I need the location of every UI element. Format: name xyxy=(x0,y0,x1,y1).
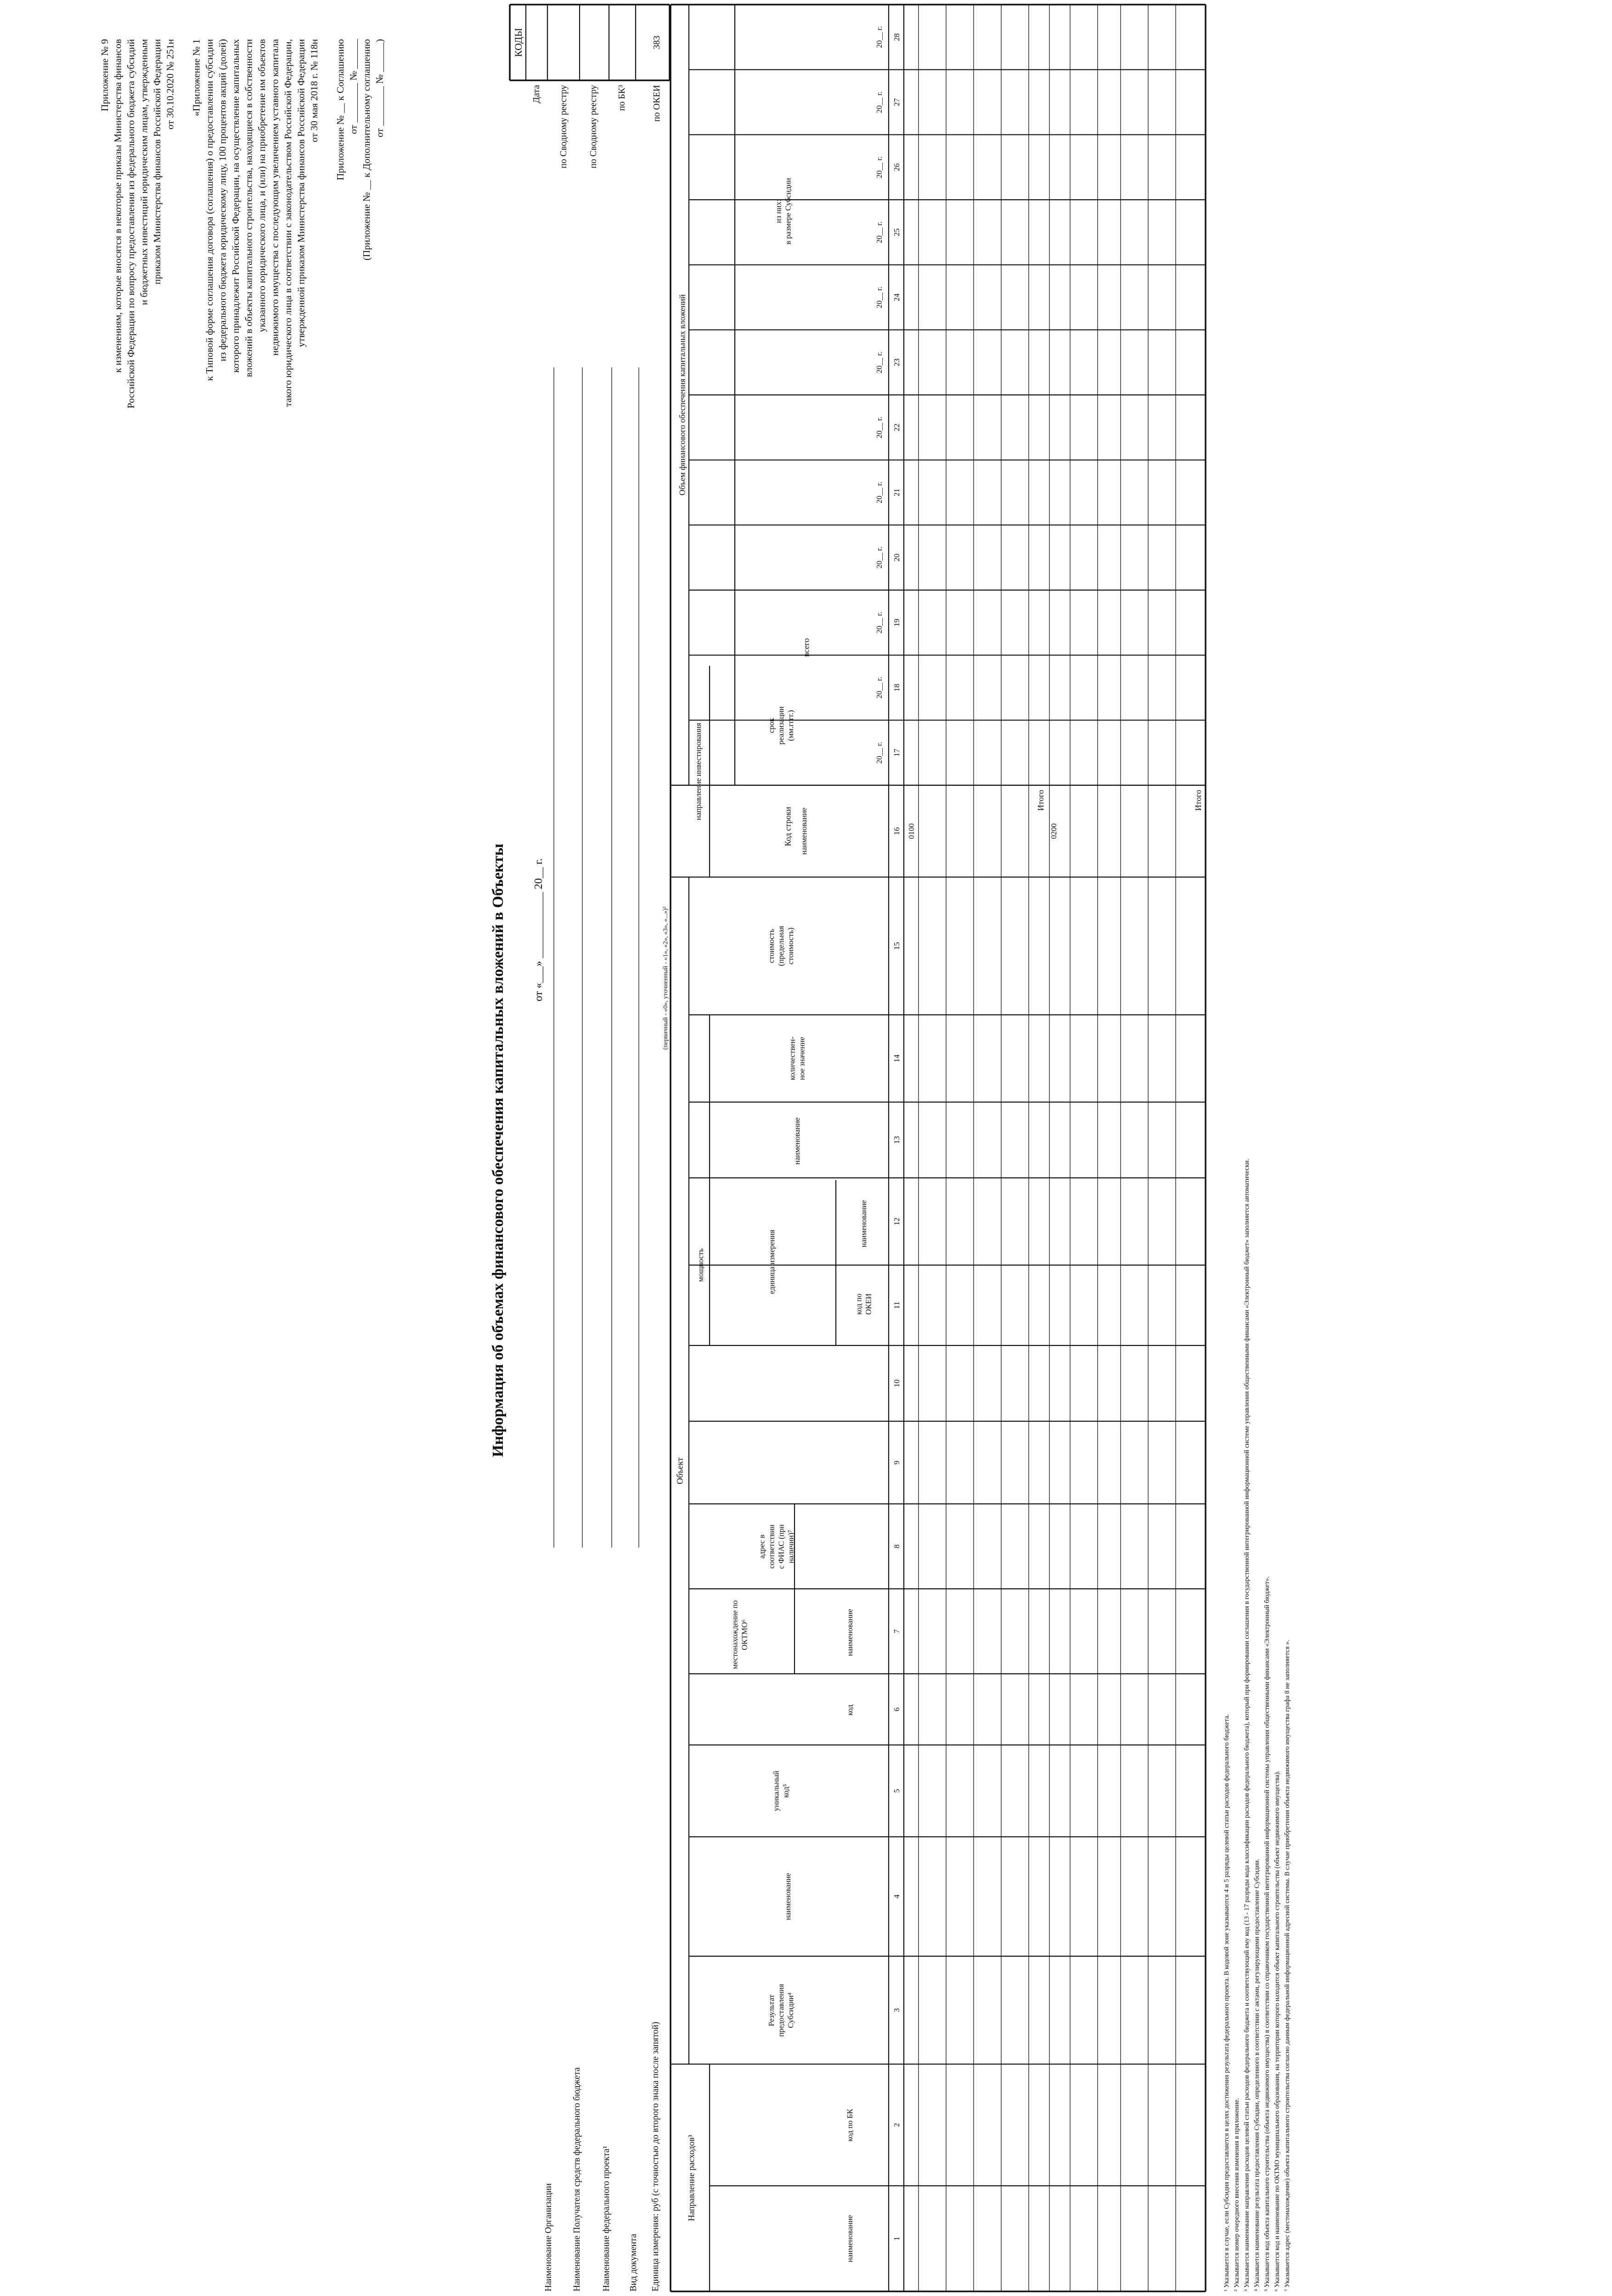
codes-label: Дата xyxy=(531,85,541,103)
header-note-line: к Типовой форме соглашения договора (соглашения) о предоставлении субсидии xyxy=(204,39,215,381)
footnote: ⁶ Указывается код и наименование по ОКТМО муниципального образования, на территории которого находится объект капитального строительства (объект недвижимого имущества). xyxy=(1274,1771,1281,2291)
header-expense: Направление расходов³ xyxy=(687,2135,697,2221)
column-number: 9 xyxy=(892,1460,901,1465)
header-note-line: (Приложение № __ к Дополнительному соглашению xyxy=(361,39,372,261)
header-note-line: Приложение № __ к Соглашению xyxy=(335,39,346,180)
header-cell: в размере Субсидии xyxy=(783,178,793,245)
header-cell: ОКТМО⁶ xyxy=(740,1619,749,1650)
year-label: 20__ г. xyxy=(875,286,884,309)
year-label: 20__ г. xyxy=(875,156,884,178)
header-note-line: из федерального бюджета юридическому лицу, 100 процентов акций (долей) xyxy=(217,39,228,361)
year-label: 20__ г. xyxy=(875,91,884,113)
header-cell: всего xyxy=(801,638,811,657)
itogo-label: Итого xyxy=(1194,790,1203,811)
column-number: 5 xyxy=(892,1789,901,1793)
header-cell: соответствии xyxy=(767,1524,776,1569)
column-number: 14 xyxy=(892,1054,901,1063)
year-label: 20__ г. xyxy=(875,612,884,634)
codes-header: КОДЫ xyxy=(513,28,524,57)
column-number: 2 xyxy=(892,2123,901,2127)
header-note-line: утвержденной приказом Министерства финансов Российской Федерации xyxy=(295,39,307,347)
header-cell: мощность xyxy=(696,1248,705,1282)
header-note-line: «Приложение № 1 xyxy=(191,39,202,117)
field-label: Единица измерения: руб (с точностью до второго знака после запятой) xyxy=(651,2021,660,2291)
header-note-line: и бюджетных инвестиций юридическим лицам, утвержденным xyxy=(138,39,150,305)
header-cell: ОКЕИ xyxy=(864,1293,873,1315)
header-cell: наименование xyxy=(783,1873,792,1920)
header-cell: единица измерения xyxy=(767,1229,776,1294)
header-cell: (предельная xyxy=(776,926,785,966)
column-number: 10 xyxy=(892,1379,901,1387)
header-note-line: приказом Министерства финансов Российской Федерации xyxy=(152,39,163,285)
header-note-line: от ________ № ______) xyxy=(374,39,385,138)
header-cell: количествен- xyxy=(788,1036,797,1080)
header-cell: срок xyxy=(767,718,776,733)
footnote: ⁷ Указывается адрес (местонахождение) объекта капитального строительства согласно данным федеральной информационной адресной системы. В случае приобретения объекта недвижимого имущества графа 8 не заполняется ». xyxy=(1284,1640,1291,2291)
page-title: Информация об объемах финансового обеспечения капитальных вложений в Объекты xyxy=(490,844,507,1457)
header-note xyxy=(99,39,385,409)
doc-kind-hint: (первичный - «0», уточненный - «1», «2», «3», «...»)² xyxy=(662,906,669,1050)
codes-label: по БК³ xyxy=(617,85,627,111)
year-label: 20__ г. xyxy=(875,546,884,568)
header-note-line: вложений в объекты капитального строительства, находящиеся в собственности xyxy=(243,39,254,377)
footnote: ⁵ Указывается код объекта капитального строительства (объекта недвижимого имущества) в соответствии со справочником государственной интегрированной информационной системы управления общественными финансами «Электронный бюджет». xyxy=(1263,1576,1271,2291)
header-object: Объект xyxy=(675,1457,685,1485)
header-cell: адрес в xyxy=(757,1534,767,1559)
year-label: 20__ г. xyxy=(875,416,884,439)
footnotes xyxy=(1223,1159,1291,2291)
header-cell: наименование xyxy=(845,1609,854,1656)
column-number: 11 xyxy=(892,1301,901,1309)
header-cell: местонахождение по xyxy=(730,1600,739,1670)
header-cell: наименование xyxy=(799,807,808,855)
header-cell: направление инвестирования xyxy=(693,723,703,820)
column-number: 16 xyxy=(892,827,901,835)
column-number: 7 xyxy=(892,1629,901,1633)
header-cell: стоимость xyxy=(767,929,776,963)
header-note-line: недвижимого имущества с последующим увеличением уставного капитала xyxy=(269,39,281,356)
header-cell: ное значение xyxy=(797,1036,806,1080)
header-note-line: такого юридического лица в соответствии с законодательством Российской Федерации, xyxy=(282,39,293,407)
column-number: 28 xyxy=(892,33,901,41)
header-note-line: Российской Федерации по вопросу предоставления из федерального бюджета субсидий xyxy=(125,39,136,409)
line-code: 0200 xyxy=(1049,823,1058,839)
header-cell: наименование xyxy=(845,2215,854,2262)
column-number: 15 xyxy=(892,942,901,950)
column-number: 24 xyxy=(892,293,901,301)
column-number: 3 xyxy=(892,2008,901,2012)
year-label: 20__ г. xyxy=(875,676,884,699)
header-note-line: указанного юридического лица, и (или) на приобретение им объектов xyxy=(256,39,267,332)
header-cell: Субсидии⁴ xyxy=(786,1992,795,2028)
column-number: 12 xyxy=(892,1217,901,1226)
footnote: ² Указывается номер очередного внесения изменения в приложение. xyxy=(1233,2098,1240,2291)
header-cell: код по БК xyxy=(845,2109,854,2142)
year-label: 20__ г. xyxy=(875,481,884,504)
column-number: 23 xyxy=(892,358,901,366)
header-cell: реализации xyxy=(776,706,785,745)
header-note-line: к изменениям, которые вносятся в некоторые приказы Министерства финансов xyxy=(112,39,124,373)
header-cell: код по xyxy=(854,1294,863,1315)
header-cell: (мм.гггг.) xyxy=(786,710,795,741)
header-cell: уникальный xyxy=(772,1770,781,1812)
column-number: 25 xyxy=(892,228,901,236)
header-note-line: от 30.10.2020 № 251н xyxy=(164,39,176,130)
column-number: 6 xyxy=(892,1707,901,1711)
field-label: Вид документа xyxy=(629,2234,638,2291)
codes-value: 383 xyxy=(652,35,662,50)
column-number: 21 xyxy=(892,489,901,496)
header-cell: Код строки xyxy=(783,807,793,846)
header-cell: стоимость) xyxy=(786,927,795,965)
header-cell: из них: xyxy=(774,199,783,223)
column-number: 8 xyxy=(892,1544,901,1548)
footnote: ¹ Указывается в случае, если Субсидия предоставляется в целях достижения результата федерального проекта. В кодовой зоне указываются 4 и 5 разряды целевой статьи расходов федерального бюджета. xyxy=(1223,1714,1230,2291)
header-cell: наличии)⁷ xyxy=(786,1530,795,1564)
field-label: Наименование Получателя средств федерального бюджета xyxy=(572,2067,582,2291)
year-label: 20__ г. xyxy=(875,221,884,243)
header-cell: код⁵ xyxy=(781,1784,790,1798)
column-number: 19 xyxy=(892,619,901,627)
header-note-line: которого принадлежит Российской Федерации, на осуществление капитальных xyxy=(230,39,241,373)
codes-label: по Сводному реестру xyxy=(558,85,569,169)
year-label: 20__ г. xyxy=(875,351,884,373)
column-number: 27 xyxy=(892,98,901,106)
footnote: ⁴ Указывается наименование результата предоставления Субсидии, определенного в соответствии с актами, регулирующими предоставление Субсидии. xyxy=(1253,1858,1261,2291)
column-number: 26 xyxy=(892,163,901,171)
header-finance: Объем финансового обеспечения капитальных вложений xyxy=(677,294,687,495)
document-date-line: от «___» ____________ 20__ г. xyxy=(533,858,545,1002)
header-cell: наименование xyxy=(792,1117,801,1165)
footnote: ³ Указывается наименование направления расходов целевой статьи расходов федерального бюджета и соответствующий ему код (13 - 17 разряды кода классификации расходов федерального бюджета), который при формировании соглашения в государственной интегрированной информационной системе управления общественными финансами «Электронный бюджет» заполняется автоматически. xyxy=(1243,1159,1251,2291)
field-label: Наименование Организации xyxy=(544,2183,553,2291)
year-label: 20__ г. xyxy=(875,742,884,764)
header-note-line: от 30 мая 2018 г. № 118н xyxy=(309,39,320,142)
codes-label: по ОКЕИ xyxy=(652,85,662,122)
itogo-label: Итого xyxy=(1036,790,1045,811)
header-cell: предоставления xyxy=(776,1984,785,2037)
column-number: 22 xyxy=(892,423,901,432)
codes-label: по Сводному реестру xyxy=(588,85,598,169)
column-number: 4 xyxy=(892,1894,901,1899)
header-note-line: от ________ № ______ xyxy=(348,39,359,135)
year-label: 20__ г. xyxy=(875,26,884,48)
document-fields xyxy=(544,367,669,2291)
column-number: 13 xyxy=(892,1136,901,1144)
column-number: 17 xyxy=(892,748,901,757)
header-cell: Результат xyxy=(767,1994,776,2026)
header-cell: с ФИАС (при xyxy=(777,1524,786,1569)
column-number: 1 xyxy=(892,2236,901,2241)
codes-block xyxy=(510,5,670,169)
finance-table xyxy=(671,5,1206,2291)
header-note-line: Приложение № 9 xyxy=(99,39,110,112)
column-number: 18 xyxy=(892,684,901,692)
header-cell: код xyxy=(845,1704,854,1716)
column-number: 20 xyxy=(892,553,901,562)
header-cell: наименование xyxy=(859,1200,868,1248)
field-label: Наименование федерального проекта¹ xyxy=(602,2146,611,2291)
line-code: 0100 xyxy=(907,823,916,839)
